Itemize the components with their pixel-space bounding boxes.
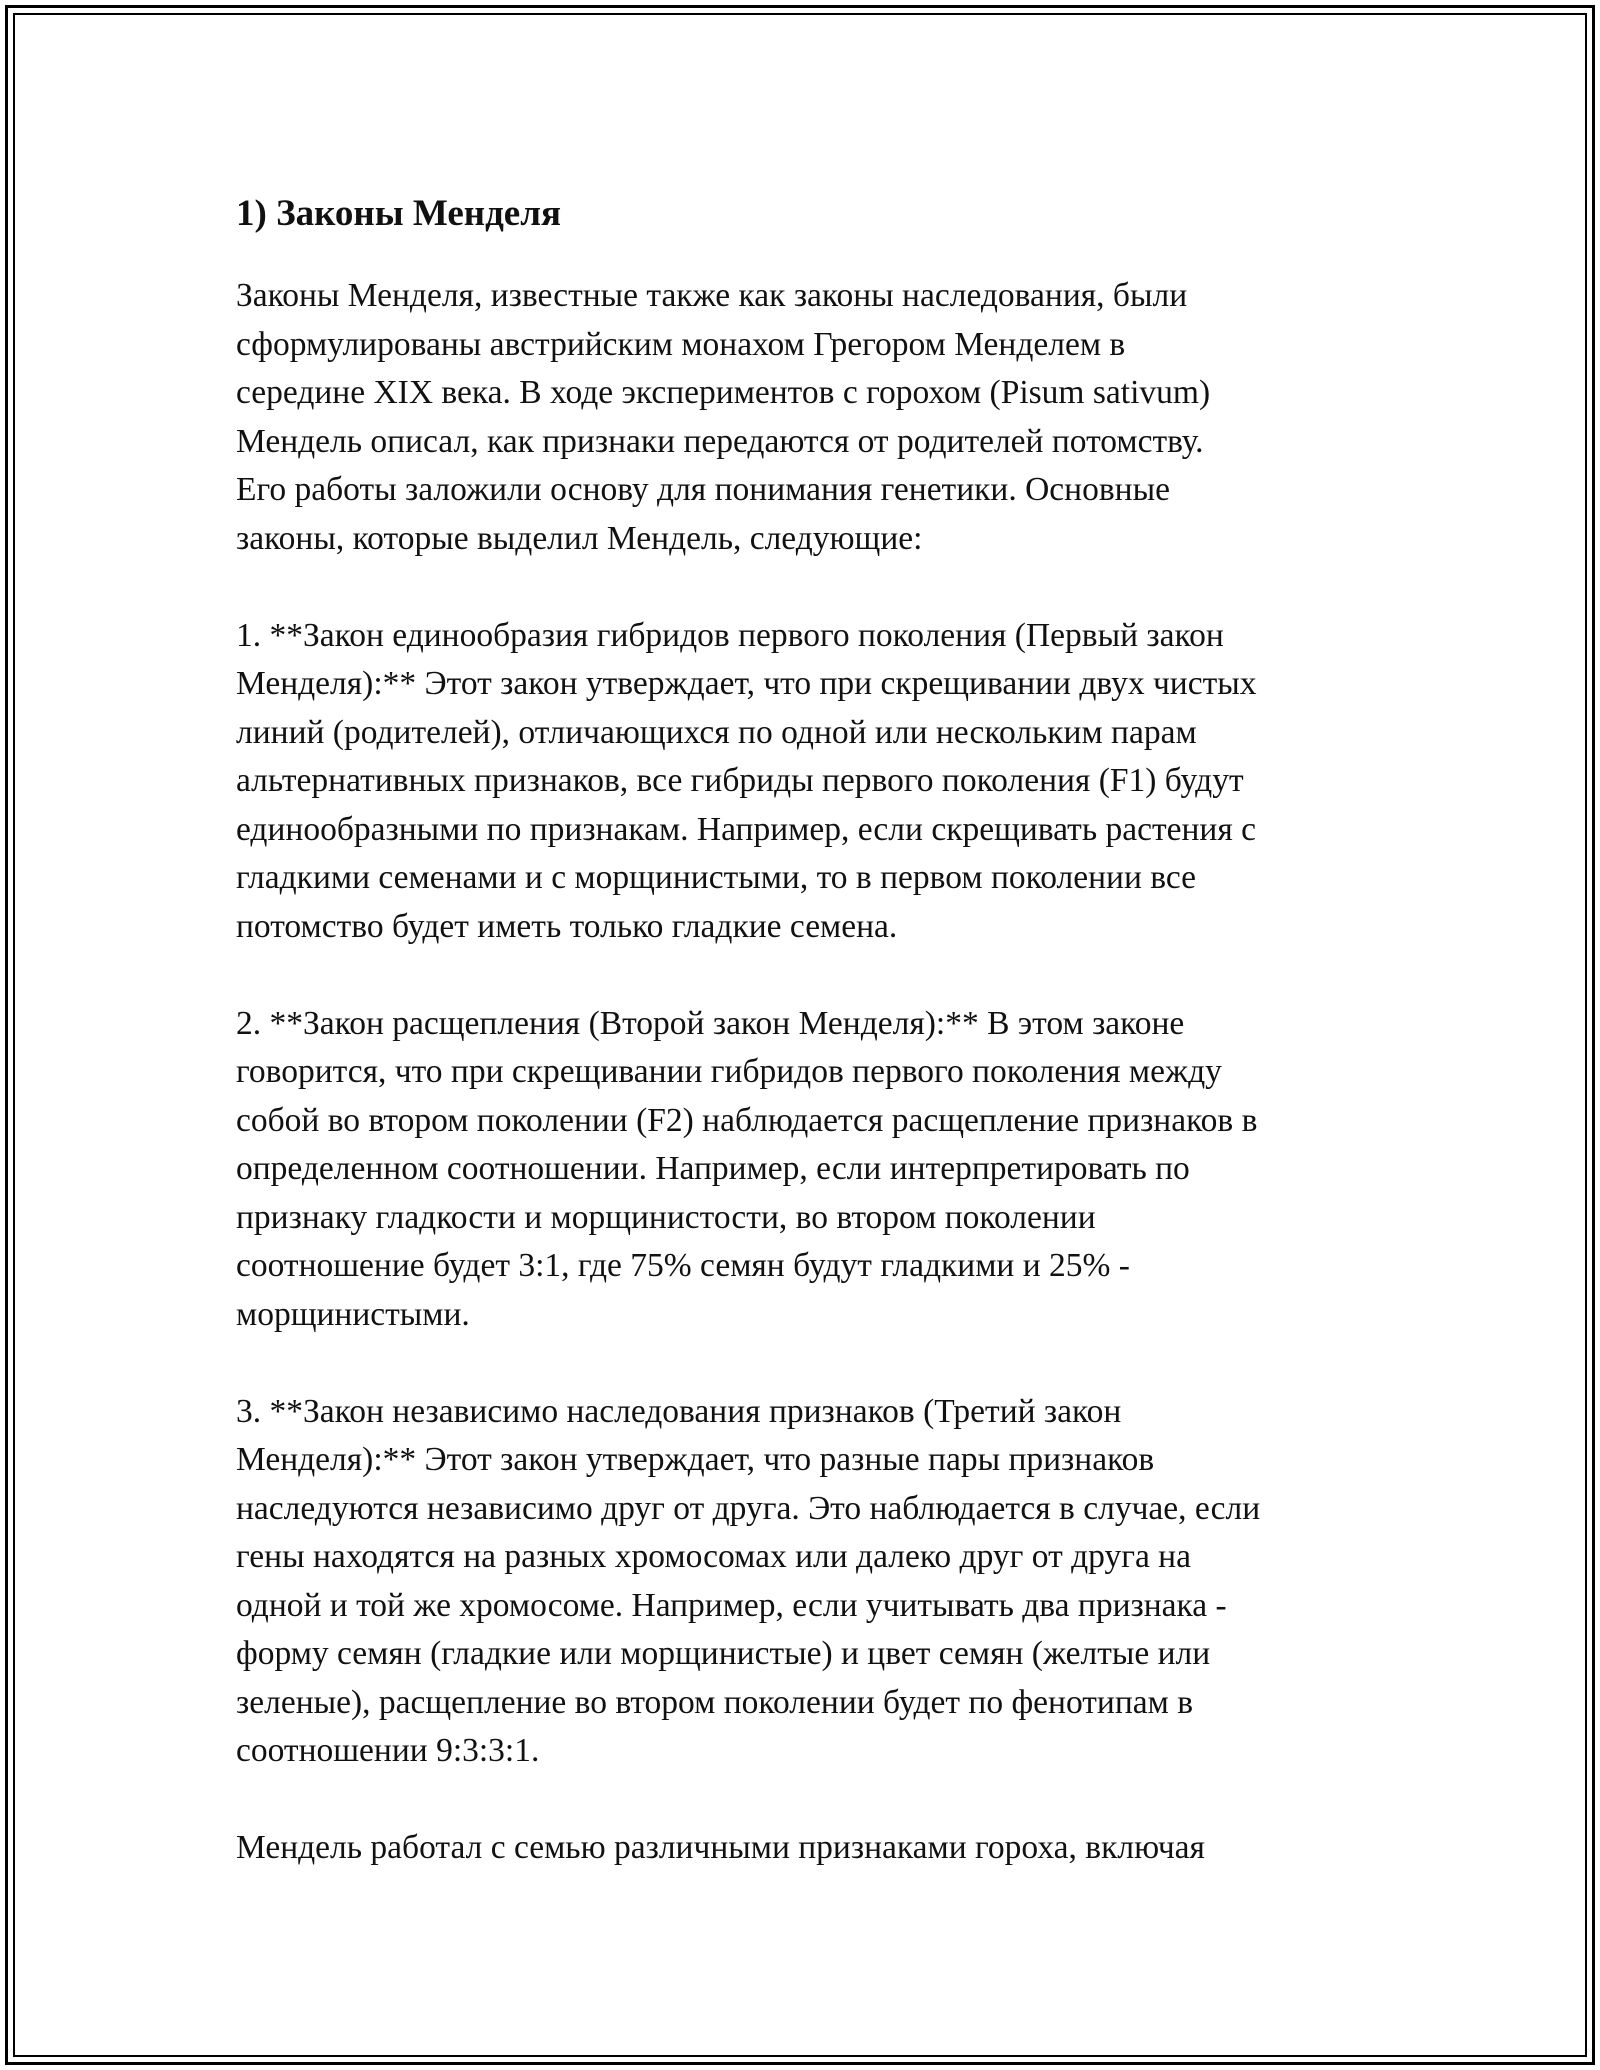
paragraph-closing: Мендель работал с семью различными признаками гороха, включая	[236, 1829, 1205, 1866]
paragraph-third-law: 3. **Закон независимо наследования признаков (Третий закон Менделя):** Этот закон утверждает, что разные пары признаков наследуются независимо друг от друга. Это наблюдается в случае, если гены находятся на разных хромосомах или далеко друг от друга на одной и той же хромосоме. Например, если учитывать два признака - форму семян (гладкие или морщинистые) и цвет семян (желтые или зеленые), расщепление во втором поколении будет по фенотипам в соотношении 9:3:3:1.	[236, 1392, 1261, 1769]
paragraph-second-law: 2. **Закон расщепления (Второй закон Менделя):** В этом законе говорится, что при скрещивании гибридов первого поколения между собой во втором поколении (F2) наблюдается расщепление признаков в определенном соотношении. Например, если интерпретировать по признаку гладкости и морщинистости, во втором поколении соотношение будет 3:1, где 75% семян будут гладкими и 25% - морщинистыми.	[236, 1004, 1258, 1333]
document-title: 1) Законы Менделя	[236, 193, 561, 234]
paragraph-first-law: 1. **Закон единообразия гибридов первого поколения (Первый закон Менделя):** Этот закон утверждает, что при скрещивании двух чистых линий (родителей), отличающихся по одной или нескольким парам альтернативных признаков, все гибриды первого поколения (F1) будут единообразными по признакам. Например, если скрещивать растения с гладкими семенами и с морщинистыми, то в первом поколении все потомство будет иметь только гладкие семена.	[236, 616, 1257, 945]
paragraph-intro: Законы Менделя, известные также как законы наследования, были сформулированы австрийским монахом Грегором Менделем в середине XIX века. В ходе экспериментов с горохом (Pisum sativum) Мендель описал, как признаки передаются от родителей потомству. Его работы заложили основу для понимания генетики. Основные законы, которые выделил Мендель, следующие:	[236, 277, 1211, 557]
document-body	[236, 186, 1406, 1873]
